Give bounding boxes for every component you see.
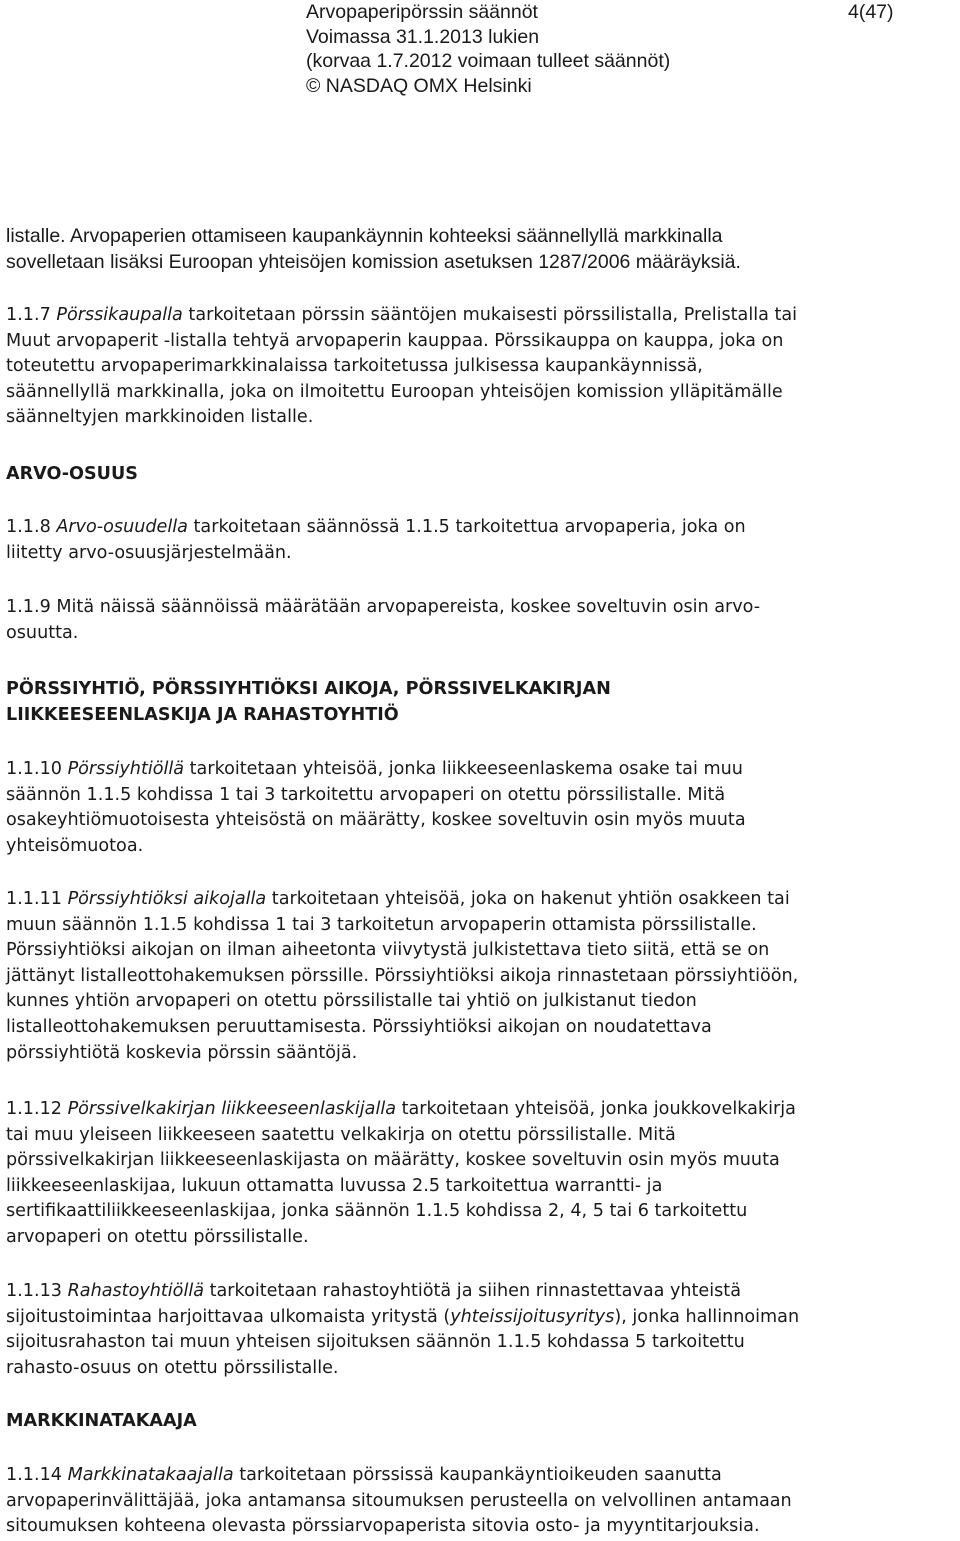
- text-line: tarkoitetaan yhteisöä, joka on hakenut yhtiön osakkeen tai: [266, 889, 790, 909]
- heading-line: LIIKKEESEENLASKIJA JA RAHASTOYHTIÖ: [6, 704, 399, 725]
- text-line: Muut arvopaperit -listalla tehtyä arvopaperin kauppaa. Pörssikauppa on kauppa, joka on: [6, 330, 784, 351]
- text-line: tarkoitetaan pörssin sääntöjen mukaisesti pörssilistalla, Prelistalla tai: [182, 305, 798, 325]
- page-number: 4(47): [848, 1, 894, 23]
- paragraph-1-1-8: [6, 515, 956, 566]
- header-title: Arvopaperipörssin säännöt: [306, 1, 538, 23]
- text-line: kunnes yhtiön arvopaperi on otettu pörssilistalle tai yhtiö on julkistanut tiedon: [6, 991, 697, 1012]
- paragraph-number: 1.1.10: [6, 759, 68, 779]
- text-line: pörssivelkakirjan liikkeeseenlaskijasta on määrätty, koskee soveltuvin osin myös muuta: [6, 1150, 780, 1171]
- text-line: sitoumuksen kohteena olevasta pörssiarvopaperista sitovia osto- ja myyntitarjouksia.: [6, 1516, 760, 1537]
- page-header: [306, 0, 670, 98]
- text-line: listalle. Arvopaperien ottamiseen kaupankäynnin kohteeksi säännellyllä markkinalla: [6, 225, 723, 247]
- heading-line: PÖRSSIYHTIÖ, PÖRSSIYHTIÖKSI AIKOJA, PÖRSSIVELKAKIRJAN: [6, 679, 611, 699]
- defined-term: Rahastoyhtiöllä: [67, 1281, 204, 1301]
- text-line: säännellyllä markkinalla, joka on ilmoitettu Euroopan yhteisöjen komission ylläpitämälle: [6, 381, 783, 402]
- paragraph-number: 1.1.12: [6, 1099, 68, 1119]
- defined-term: Arvo-osuudella: [56, 517, 188, 537]
- text-line: liikkeeseenlaskijaa, lukuun ottamatta luvussa 2.5 tarkoitettua warrantti- ja: [6, 1175, 663, 1196]
- paragraph-number: 1.1.8: [6, 517, 57, 537]
- text-line: tarkoitetaan yhteisöä, jonka joukkovelkakirja: [396, 1099, 796, 1119]
- text-line: tai muu yleiseen liikkeeseen saatettu velkakirja on otettu pörssilistalle. Mitä: [6, 1124, 676, 1145]
- text-line: osuutta.: [6, 622, 79, 643]
- text-line: Pörssiyhtiöksi aikojan on ilman aiheetonta viivytystä julkistettava tieto siitä, että se on: [6, 940, 770, 961]
- header-copyright: © NASDAQ OMX Helsinki: [306, 74, 532, 97]
- paragraph-number: 1.1.7: [6, 305, 57, 325]
- text-line: tarkoitetaan säännössä 1.1.5 tarkoitettua arvopaperia, joka on: [187, 517, 746, 537]
- text-line: yhteisömuotoa.: [6, 835, 144, 856]
- text-line: rahasto-osuus on otettu pörssilistalle.: [6, 1357, 339, 1378]
- header-validity: Voimassa 31.1.2013 lukien: [306, 25, 540, 48]
- header-replaces: (korvaa 1.7.2012 voimaan tulleet säännöt): [306, 50, 671, 72]
- paragraph-1-1-14: [6, 1463, 956, 1540]
- defined-term: yhteissijoitusyritys: [450, 1306, 615, 1327]
- defined-term: Pörssivelkakirjan liikkeeseenlaskijalla: [67, 1099, 397, 1119]
- text-line: liitetty arvo-osuusjärjestelmään.: [6, 542, 292, 563]
- paragraph-1-1-13: [6, 1279, 956, 1381]
- section-heading-markkinatakaaja: MARKKINATAKAAJA: [6, 1411, 197, 1431]
- text-line: tarkoitetaan pörssissä kaupankäyntioikeuden saanutta: [233, 1465, 722, 1485]
- paragraph-1-1-7: [6, 303, 956, 431]
- text-line: jättänyt listalleottohakemuksen pörssille. Pörssiyhtiöksi aikoja rinnastetaan pörssiyhtiöön,: [6, 965, 799, 986]
- text-line: arvopaperi on otettu pörssilistalle.: [6, 1226, 309, 1247]
- section-heading-porssiyhtio: [6, 677, 956, 728]
- text-line: toteutettu arvopaperimarkkinalaissa tarkoitetussa julkisessa kaupankäynnissä,: [6, 356, 703, 377]
- text-line: pörssiyhtiötä koskevia pörssin sääntöjä.: [6, 1042, 358, 1063]
- text-line: tarkoitetaan rahastoyhtiötä ja siihen rinnastettavaa yhteistä: [204, 1281, 741, 1301]
- text-line: muun säännön 1.1.5 kohdissa 1 tai 3 tarkoitetun arvopaperin ottamista pörssilistalle.: [6, 914, 757, 935]
- paragraph-1-1-10: [6, 757, 956, 859]
- paragraph-1-1-9: [6, 595, 956, 646]
- text-line: sijoitusrahaston tai muun yhteisen sijoituksen säännön 1.1.5 kohdassa 5 tarkoitettu: [6, 1332, 745, 1353]
- text-line: säännön 1.1.5 kohdissa 1 tai 3 tarkoitettu arvopaperi on otettu pörssilistalle. Mitä: [6, 784, 726, 805]
- defined-term: Markkinatakaajalla: [67, 1465, 234, 1485]
- defined-term: Pörssiyhtiöllä: [67, 759, 185, 779]
- defined-term: Pörssikaupalla: [56, 305, 183, 325]
- paragraph-number: 1.1.13: [6, 1281, 68, 1301]
- intro-paragraph: [6, 224, 956, 275]
- text-line: 1.1.9 Mitä näissä säännöissä määrätään arvopapereista, koskee soveltuvin osin arvo-: [6, 597, 761, 617]
- section-heading-arvo-osuus: ARVO-OSUUS: [6, 464, 138, 484]
- text-line: osakeyhtiömuotoisesta yhteisöstä on määrätty, koskee soveltuvin osin myös muuta: [6, 810, 746, 831]
- text-line: listalleottohakemuksen peruuttamisesta. Pörssiyhtiöksi aikojan on noudatettava: [6, 1016, 712, 1037]
- text-line: ), jonka hallinnoiman: [614, 1306, 800, 1327]
- text-line: tarkoitetaan yhteisöä, jonka liikkeeseenlaskema osake tai muu: [184, 759, 743, 779]
- paragraph-1-1-11: [6, 887, 956, 1066]
- paragraph-1-1-12: [6, 1097, 956, 1251]
- paragraph-number: 1.1.14: [6, 1465, 68, 1485]
- text-line: sovelletaan lisäksi Euroopan yhteisöjen komission asetuksen 1287/2006 määräyksiä.: [6, 250, 741, 273]
- text-line: säänneltyjen markkinoiden listalle.: [6, 407, 314, 428]
- text-line: sijoitustoimintaa harjoittavaa ulkomaista yritystä (: [6, 1306, 451, 1327]
- defined-term: Pörssiyhtiöksi aikojalla: [67, 889, 267, 909]
- text-line: arvopaperinvälittäjää, joka antamansa sitoumuksen perusteella on velvollinen antamaan: [6, 1490, 792, 1511]
- paragraph-number: 1.1.11: [6, 889, 68, 909]
- text-line: sertifikaattiliikkeeseenlaskijaa, jonka säännön 1.1.5 kohdissa 2, 4, 5 tai 6 tarkoitettu: [6, 1201, 748, 1222]
